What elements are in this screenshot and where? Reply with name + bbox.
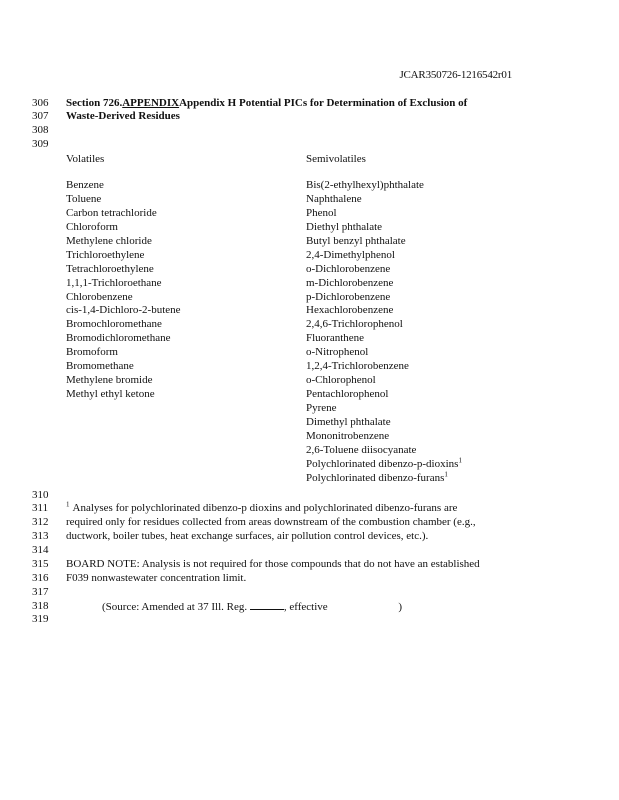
document-id: JCAR350726-1216542r01	[399, 69, 512, 81]
line-number: 308	[32, 124, 49, 136]
line-number: 309	[32, 138, 49, 150]
footnote-mark: 1	[444, 470, 448, 479]
line-number: 311	[32, 502, 49, 514]
semivolatiles-list	[306, 179, 462, 486]
section-title	[66, 97, 467, 110]
volatile-item: Toluene	[66, 192, 102, 205]
semivolatiles-header: Semivolatiles	[306, 153, 366, 165]
volatile-item: Trichloroethylene	[66, 248, 145, 261]
board-note-line: BOARD NOTE: Analysis is not required for those compounds that do not have an established	[66, 558, 480, 570]
semivolatile-item: 2,6-Toluene diisocyanate	[306, 443, 417, 456]
line-number: 317	[32, 586, 49, 598]
blank-line	[250, 600, 284, 610]
footnote-line: required only for residues collected from areas downstream of the combustion chamber (e.g.,	[66, 516, 476, 528]
footnote-text: Analyses for polychlorinated dibenzo-p dioxins and polychlorinated dibenzo-furans are	[72, 502, 458, 514]
semivolatile-item: Bis(2-ethylhexyl)phthalate	[306, 179, 424, 191]
volatile-item: Methylene bromide	[66, 374, 153, 387]
semivolatile-item: Hexachlorobenzene	[306, 304, 394, 317]
volatile-item: Benzene	[66, 179, 104, 191]
appendix-title: Appendix H Potential PICs for Determination of Exclusion of	[179, 97, 468, 109]
semivolatile-item: m-Dichlorobenzene	[306, 276, 394, 289]
volatile-item: Carbon tetrachloride	[66, 206, 157, 219]
semivolatile-item-footnoted	[306, 458, 462, 472]
volatile-item: Bromochloromethane	[66, 318, 162, 331]
line-number: 314	[32, 544, 49, 556]
semivolatile-item: o-Chlorophenol	[306, 374, 376, 387]
volatile-item: Methyl ethyl ketone	[66, 388, 155, 401]
footnote-line: ductwork, boiler tubes, heat exchange surfaces, air pollution control devices, etc.).	[66, 530, 429, 542]
section-number: Section 726.	[66, 97, 123, 109]
line-number: 313	[32, 530, 49, 542]
line-number: 307	[32, 110, 49, 122]
semivolatile-item: Naphthalene	[306, 192, 362, 205]
semivolatile-item: p-Dichlorobenzene	[306, 290, 391, 303]
line-number: 312	[32, 516, 49, 528]
semivolatile-item: Diethyl phthalate	[306, 220, 383, 233]
volatiles-list	[66, 179, 181, 402]
volatile-item: Bromomethane	[66, 360, 134, 373]
line-number: 319	[32, 613, 49, 625]
semivolatile-item: 2,4-Dimethylphenol	[306, 248, 395, 261]
source-suffix: )	[398, 601, 403, 613]
line-number: 310	[32, 489, 49, 501]
line-number: 306	[32, 97, 49, 109]
footnote-mark: 1	[458, 456, 462, 465]
semivolatile-item-label: Polychlorinated dibenzo-p-dioxins	[306, 457, 459, 470]
volatile-item: 1,1,1-Trichloroethane	[66, 276, 162, 289]
section-title-line2: Waste-Derived Residues	[66, 110, 180, 122]
line-number: 316	[32, 572, 49, 584]
blank-space	[330, 601, 398, 610]
board-note-line: F039 nonwastewater concentration limit.	[66, 572, 247, 584]
semivolatile-item: Phenol	[306, 206, 337, 219]
source-middle: , effective	[283, 601, 331, 613]
footnote-mark: 1	[66, 500, 70, 509]
line-number: 315	[32, 558, 49, 570]
semivolatile-item: o-Nitrophenol	[306, 346, 369, 359]
semivolatile-item: 1,2,4-Trichlorobenzene	[306, 360, 409, 373]
volatile-item: Tetrachloroethylene	[66, 262, 154, 275]
volatiles-header: Volatiles	[66, 153, 105, 165]
volatile-item: Methylene chloride	[66, 234, 152, 247]
semivolatile-item-footnoted	[306, 472, 462, 486]
semivolatile-item: Pentachlorophenol	[306, 388, 389, 401]
volatile-item: Chloroform	[66, 220, 118, 233]
semivolatile-item: Pyrene	[306, 402, 337, 414]
semivolatile-item: o-Dichlorobenzene	[306, 262, 391, 275]
volatile-item: Chlorobenzene	[66, 290, 133, 303]
appendix-caps: APPENDIX	[122, 97, 180, 109]
volatile-item: Bromodichloromethane	[66, 332, 171, 345]
semivolatile-item-label: Polychlorinated dibenzo-furans	[306, 471, 445, 484]
footnote-line	[66, 502, 457, 515]
semivolatile-item: Dimethyl phthalate	[306, 415, 391, 428]
semivolatile-item: Mononitrobenzene	[306, 429, 390, 442]
semivolatile-item: 2,4,6-Trichlorophenol	[306, 318, 403, 331]
line-number: 318	[32, 600, 49, 612]
semivolatile-item: Fluoranthene	[306, 332, 365, 345]
volatile-item: Bromoform	[66, 346, 118, 359]
volatile-item: cis-1,4-Dichloro-2-butene	[66, 304, 181, 317]
semivolatile-item: Butyl benzyl phthalate	[306, 234, 406, 247]
source-prefix: (Source: Amended at 37 Ill. Reg.	[102, 601, 250, 613]
source-line	[102, 600, 402, 614]
